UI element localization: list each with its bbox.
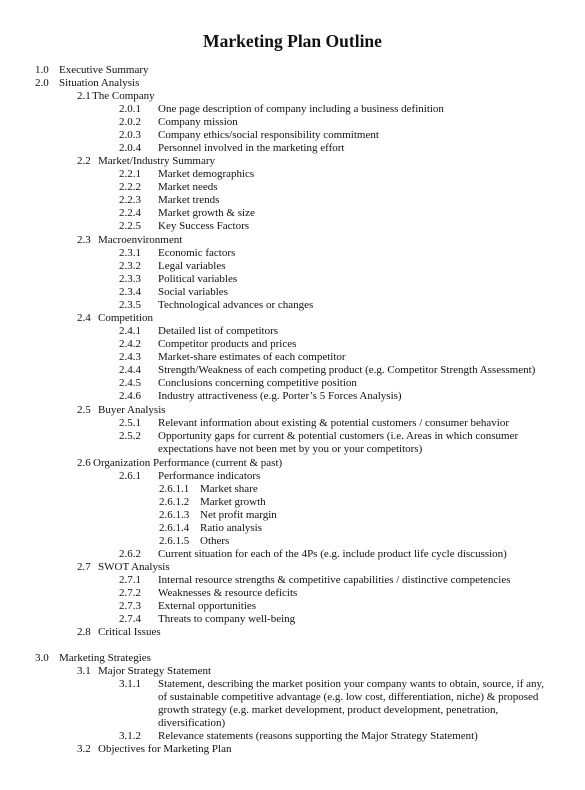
outline-item-text: Current situation for each of the 4Ps (e.g. include product life cycle discussion) xyxy=(158,548,507,560)
outline-item-number: 2.7.2 xyxy=(119,587,141,599)
outline-item-number: 3.2 xyxy=(77,743,91,755)
outline-item-number: 2.4.1 xyxy=(119,325,141,337)
outline-item-number: 3.1 xyxy=(77,665,91,677)
outline-item-text: Market-share estimates of each competitor xyxy=(158,351,346,363)
outline-item-text: Political variables xyxy=(158,273,238,285)
outline-item-number: 2.0.3 xyxy=(119,129,141,141)
outline-item-number: 2.3 xyxy=(77,234,91,246)
outline-item-text: Macroenvironment xyxy=(98,234,183,246)
outline-item-text: Competitor products and prices xyxy=(158,338,297,350)
outline-item-text: Performance indicators xyxy=(158,470,261,482)
outline-item-text: Market/Industry Summary xyxy=(98,155,216,167)
outline-item-number: 2.0.2 xyxy=(119,116,141,128)
outline-item-text: Critical Issues xyxy=(98,626,161,638)
outline-item-number: 2.2.4 xyxy=(119,207,141,219)
outline-item-text: Social variables xyxy=(158,286,228,298)
outline-item-number: 2.2.5 xyxy=(119,220,141,232)
outline-item-number: 3.1.2 xyxy=(119,730,141,742)
outline-item-text: External opportunities xyxy=(158,600,257,612)
outline-item-text: Relevant information about existing & potential customers / consumer behavior xyxy=(158,417,510,429)
outline-item-text: Internal resource strengths & competitive capabilities / distinctive competencies xyxy=(158,574,511,586)
outline-item-text: Relevance statements (reasons supporting the Major Strategy Statement) xyxy=(158,730,478,742)
outline-item-number: 2.5.2 xyxy=(119,430,141,442)
outline-item-number: 2.8 xyxy=(77,626,91,638)
outline-item-number: 2.6.1.1 xyxy=(159,483,190,495)
outline-item-text: growth strategy (e.g. market development, product development, penetration, xyxy=(158,704,499,716)
outline-item-text: Market share xyxy=(200,483,258,495)
outline-item-number: 2.0 xyxy=(35,77,49,89)
document-title: Marketing Plan Outline xyxy=(203,31,382,51)
outline-item-text: Situation Analysis xyxy=(59,77,140,89)
outline-item-number: 2.6 xyxy=(77,457,91,469)
outline-item-number: 2.3.2 xyxy=(119,260,141,272)
outline-item-text: Weaknesses & resource deficits xyxy=(158,587,298,599)
outline-item-number: 2.7.4 xyxy=(119,613,141,625)
outline-item-text: Marketing Strategies xyxy=(59,652,151,664)
outline-item-text: Company ethics/social responsibility commitment xyxy=(158,129,379,141)
outline-item-number: 2.6.1.3 xyxy=(159,509,190,521)
outline-item-text: Market needs xyxy=(158,181,218,193)
outline-item-number: 2.4.6 xyxy=(119,390,141,402)
outline-item-text: Market growth xyxy=(200,496,266,508)
outline-item-text: Strength/Weakness of each competing product (e.g. Competitor Strength Assessment) xyxy=(158,364,536,376)
outline-item-text: Executive Summary xyxy=(59,64,149,76)
outline-item-text: Objectives for Marketing Plan xyxy=(98,743,232,755)
outline-item-text: SWOT Analysis xyxy=(98,561,170,573)
outline-item-number: 3.0 xyxy=(35,652,49,664)
outline-item-text: Economic factors xyxy=(158,247,236,259)
outline-item-text: Conclusions concerning competitive position xyxy=(158,377,357,389)
outline-item-number: 1.0 xyxy=(35,64,49,76)
outline-item-text: Industry attractiveness (e.g. Porter’s 5 Forces Analysis) xyxy=(158,390,402,402)
outline-item-text: Market trends xyxy=(158,194,220,206)
outline-item-number: 2.6.2 xyxy=(119,548,141,560)
outline-item-text: Market demographics xyxy=(158,168,255,180)
outline-item-text: Company mission xyxy=(158,116,238,128)
outline-item-number: 3.1.1 xyxy=(119,678,141,690)
outline-item-text: Buyer Analysis xyxy=(98,404,166,416)
outline-item-text: Personnel involved in the marketing effort xyxy=(158,142,345,154)
outline-item-number: 2.2.3 xyxy=(119,194,141,206)
outline-item-text: One page description of company including a business definition xyxy=(158,103,444,115)
outline-item-number: 2.1 xyxy=(77,90,91,102)
outline-item-text: Major Strategy Statement xyxy=(98,665,212,677)
outline-item-number: 2.7.1 xyxy=(119,574,141,586)
outline-item-text: Net profit margin xyxy=(200,509,277,521)
outline-item-number: 2.0.4 xyxy=(119,142,141,154)
outline-item-number: 2.5 xyxy=(77,404,91,416)
outline-item-number: 2.4 xyxy=(77,312,91,324)
outline-item-number: 2.2 xyxy=(77,155,91,167)
outline-item-text: expectations have not been met by you or your competitors) xyxy=(158,443,423,455)
outline-item-number: 2.4.5 xyxy=(119,377,141,389)
outline-item-number: 2.6.1.5 xyxy=(159,535,190,547)
outline-item-text: Technological advances or changes xyxy=(158,299,314,311)
outline-item-number: 2.3.5 xyxy=(119,299,141,311)
outline-item-number: 2.4.2 xyxy=(119,338,141,350)
outline-item-number: 2.2.1 xyxy=(119,168,141,180)
outline-item-number: 2.6.1.4 xyxy=(159,522,190,534)
outline-item-text: Market growth & size xyxy=(158,207,255,219)
outline-item-number: 2.2.2 xyxy=(119,181,141,193)
outline-item-text: Competition xyxy=(98,312,153,324)
outline-item-number: 2.5.1 xyxy=(119,417,141,429)
outline-item-number: 2.6.1.2 xyxy=(159,496,190,508)
outline-item-text: Key Success Factors xyxy=(158,220,250,232)
outline-item-number: 2.7.3 xyxy=(119,600,141,612)
outline-item-text: Opportunity gaps for current & potential customers (i.e. Areas in which consumer xyxy=(158,430,519,442)
outline-item-text: Ratio analysis xyxy=(200,522,263,534)
outline-item-text: Organization Performance (current & past) xyxy=(93,457,283,469)
outline-item-number: 2.3.4 xyxy=(119,286,141,298)
outline-item-number: 2.3.1 xyxy=(119,247,141,259)
outline-item-number: 2.4.3 xyxy=(119,351,141,363)
outline-item-number: 2.7 xyxy=(77,561,91,573)
outline-item-text: Detailed list of competitors xyxy=(158,325,279,337)
outline-item-number: 2.4.4 xyxy=(119,364,141,376)
outline-item-text: Statement, describing the market position your company wants to obtain, source, if any, xyxy=(158,678,545,690)
outline-item-number: 2.3.3 xyxy=(119,273,141,285)
outline-item-text: Threats to company well-being xyxy=(158,613,296,625)
outline-item-text: of sustainable competitive advantage (e.g. low cost, differentiation, niche) & proposed xyxy=(158,691,539,703)
outline-item-text: diversification) xyxy=(158,717,226,729)
outline-item-number: 2.0.1 xyxy=(119,103,141,115)
outline-item-text: Legal variables xyxy=(158,260,226,272)
outline-item-text: Others xyxy=(200,535,230,547)
outline-item-number: 2.6.1 xyxy=(119,470,141,482)
outline-item-text: The Company xyxy=(92,90,155,102)
